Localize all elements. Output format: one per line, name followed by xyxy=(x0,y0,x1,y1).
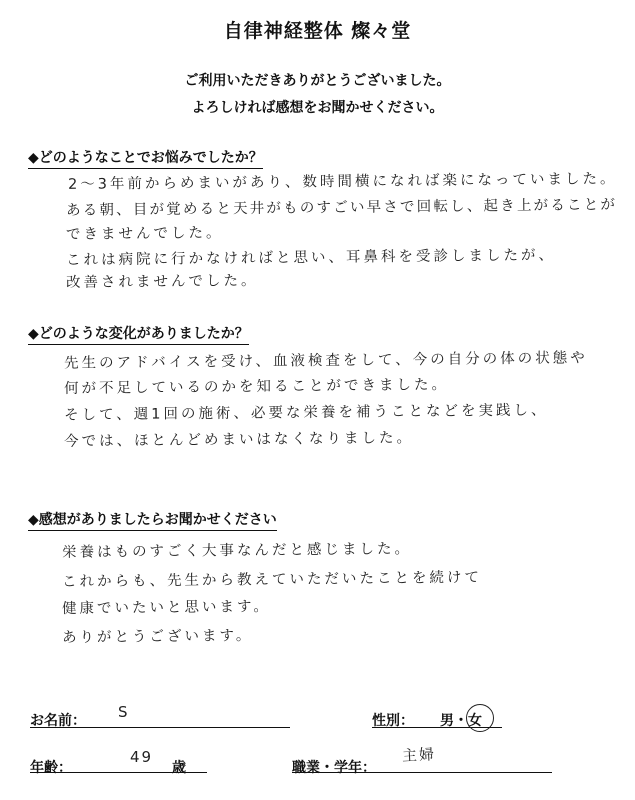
answer-impressions-line-3: 健康でいたいと思います。 xyxy=(61,598,271,618)
gender-label: 性別： xyxy=(372,713,414,729)
occupation-underline xyxy=(292,772,552,773)
answer-worries-line-2: ある朝、目が覚めると天井がものすごい早さで回転し、起き上がることが xyxy=(65,197,618,219)
age-underline xyxy=(30,772,207,773)
intro-line-2: よろしければ感想をお聞かせください。 xyxy=(191,100,444,116)
answer-changes-line-1: 先生のアドバイスを受け、血液検査をして、今の自分の体の状態や xyxy=(63,350,588,372)
question-worries: ◆どのようなことでお悩みでしたか？ xyxy=(28,147,263,169)
name-value: S xyxy=(118,703,130,721)
question-impressions: ◆感想がありましたらお聞かせください xyxy=(28,509,277,531)
answer-worries-line-4: これは病院に行かなければと思い、耳鼻科を受診しましたが、 xyxy=(65,247,557,269)
answer-impressions-line-2: これからも、先生から教えていただいたことを続けて xyxy=(61,569,483,591)
answer-impressions-line-1: 栄養はものすごく大事なんだと感じました。 xyxy=(61,541,413,561)
occupation-label: 職業・学年： xyxy=(292,760,376,776)
age-unit: 歳 xyxy=(172,760,186,776)
name-underline xyxy=(30,727,290,728)
question-changes: ◆どのような変化がありましたか？ xyxy=(28,323,249,345)
answer-changes-line-3: そして、週1回の施術、必要な栄養を補うことなどを実践し、 xyxy=(63,402,549,424)
page-title: 自律神経整体 燦々堂 xyxy=(223,20,412,42)
answer-worries-line-5: 改善されませんでした。 xyxy=(65,272,259,292)
answer-changes-line-2: 何が不足しているのかを知ることができました。 xyxy=(63,376,450,398)
name-label: お名前： xyxy=(30,713,86,729)
occupation-value: 主婦 xyxy=(401,745,437,765)
answer-changes-line-4: 今では、ほとんどめまいはなくなりました。 xyxy=(63,430,415,450)
age-label: 年齢： xyxy=(30,760,72,776)
answer-worries-line-1: 2〜3年前からめまいがあり、数時間横になれば楽になっていました。 xyxy=(67,171,618,193)
answer-worries-line-3: できませんでした。 xyxy=(65,225,224,243)
age-value: 49 xyxy=(130,748,154,766)
gender-underline xyxy=(372,727,502,728)
intro-line-1: ご利用いただきありがとうございました。 xyxy=(184,73,451,89)
gender-options: 男・女 xyxy=(440,713,482,729)
answer-impressions-line-4: ありがとうございます。 xyxy=(61,627,254,647)
